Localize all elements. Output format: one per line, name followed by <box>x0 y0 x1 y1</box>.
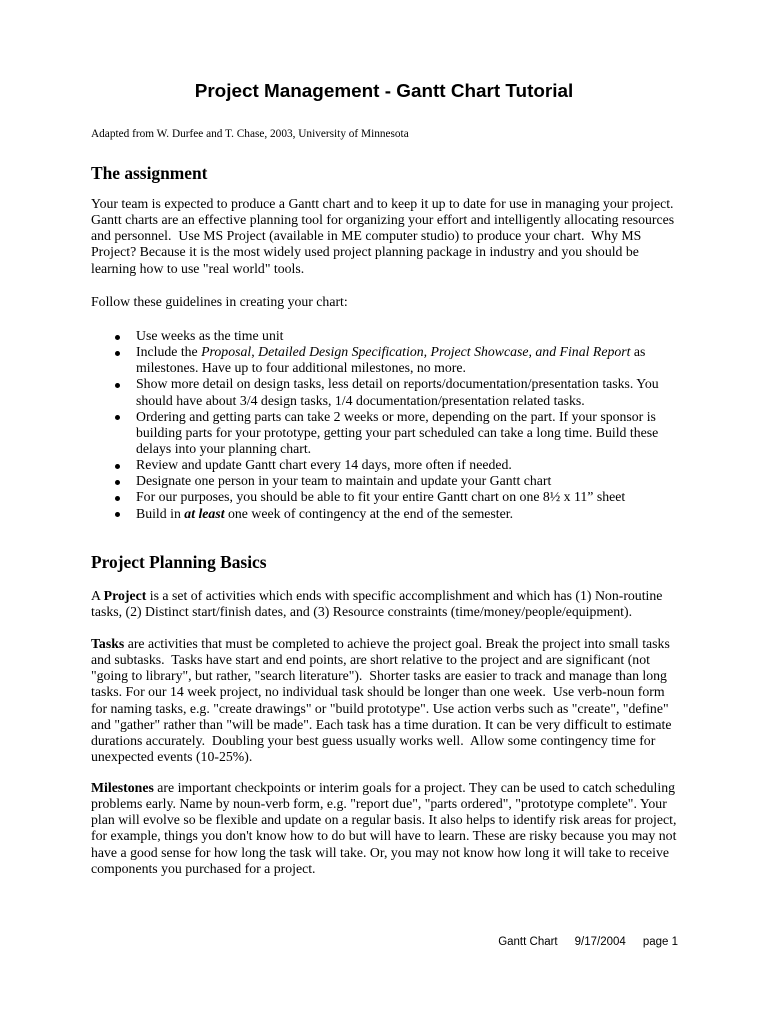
text-line: and subtasks. Tasks have start and end points, are short relative to the project and are significant (not <box>91 652 650 668</box>
paragraph-tasks <box>91 636 671 765</box>
footer-document-name: Gantt Chart <box>498 936 558 948</box>
text-line: unexpected events (10-25%). <box>91 748 253 764</box>
list-item <box>91 489 659 505</box>
text-segment: as <box>630 344 646 360</box>
text-line: tasks. For our 14 week project, no individual task should be longer than one week. Use verb-noun form <box>91 684 665 700</box>
text-line: and "gather" rather than "will be made". Each task has a time duration. It can be very difficult to estimate <box>91 716 672 732</box>
text-segment: Include the <box>136 344 202 360</box>
text-line: delays into your planning chart. <box>136 440 312 456</box>
list-item <box>91 457 659 473</box>
text-line: should have about 3/4 design tasks, 1/4 documentation/presentation related tasks. <box>136 392 585 408</box>
footer-page-number: page 1 <box>642 936 678 948</box>
bold-term: Tasks <box>91 636 125 651</box>
text-line: Your team is expected to produce a Gantt chart and to keep it up to date for use in managing your project. <box>91 196 674 211</box>
text-line <box>91 780 676 796</box>
footer-date: 9/17/2004 <box>574 936 626 948</box>
bullet-icon <box>115 512 120 517</box>
text-line: for naming tasks, e.g. "create drawings" or "build prototype". Use action verbs such as "create", "define" <box>91 700 669 716</box>
text-line: have a good sense for how long the task will take. Or, you may not know how long it will take to receive <box>91 844 670 860</box>
text-segment: are activities that must be completed to achieve the project goal. Break the project into small tasks <box>124 636 670 651</box>
list-item <box>91 473 659 489</box>
text-line <box>91 636 671 652</box>
bullet-icon <box>115 335 120 340</box>
text-line: durations accurately. Doubling your best guess usually works well. Allow some contingency time for <box>91 732 656 748</box>
text-segment: are important checkpoints or interim goals for a project. They can be used to catch scheduling <box>153 780 676 795</box>
text-line: problems early. Name by noun-verb form, e.g. "report due", "parts ordered", "prototype complete". Your <box>91 796 667 812</box>
attribution-line: Adapted from W. Durfee and T. Chase, 2003, University of Minnesota <box>91 128 409 140</box>
text-line: Project? Because it is the most widely used project planning package in industry and you should be <box>91 244 639 260</box>
text-line: Review and update Gantt chart every 14 days, more often if needed. <box>136 457 512 473</box>
section-heading-assignment: The assignment <box>91 163 208 183</box>
bold-term: Project <box>103 588 147 603</box>
list-item <box>91 409 659 457</box>
text-line: For our purposes, you should be able to fit your entire Gantt chart on one 8½ x 11” sheet <box>136 489 626 505</box>
text-line: plan will evolve so be flexible and update on a regular basis. It also helps to identify risk areas for project, <box>91 812 677 828</box>
bold-term: Milestones <box>91 780 154 795</box>
italic-term: Proposal <box>201 344 252 360</box>
guidelines-lead: Follow these guidelines in creating your chart: <box>91 294 348 309</box>
text-line: Gantt charts are an effective planning tool for organizing your effort and intelligently allocating resources <box>91 212 675 228</box>
text-segment: one week of contingency at the end of the semester. <box>224 505 514 521</box>
text-line <box>136 344 659 360</box>
bullet-icon <box>115 415 120 420</box>
bullet-icon <box>115 480 120 485</box>
text-segment: Build in <box>136 505 185 521</box>
text-segment: A <box>91 588 104 603</box>
paragraph-assignment-intro <box>91 196 674 277</box>
paragraph-project <box>91 588 662 620</box>
paragraph-milestones <box>91 780 676 877</box>
page-footer <box>498 935 678 949</box>
text-line: components you purchased for a project. <box>91 860 316 876</box>
list-item <box>91 506 659 522</box>
text-line <box>91 588 662 604</box>
bullet-icon <box>115 464 120 469</box>
bullet-icon <box>115 351 120 356</box>
section-heading-basics: Project Planning Basics <box>91 552 267 572</box>
guidelines-list <box>91 328 659 522</box>
text-line: "going to library", but rather, "search literature"). Shorter tasks are easier to track and manage than long <box>91 668 667 684</box>
list-item <box>91 344 659 376</box>
text-line: building parts for your prototype, getting your part scheduled can take a long time. Build these <box>136 424 659 440</box>
text-line: Designate one person in your team to maintain and update your Gantt chart <box>136 473 552 489</box>
text-line: Show more detail on design tasks, less detail on reports/documentation/presentation tasks. You <box>136 376 659 392</box>
text-line: and personnel. Use MS Project (available in ME computer studio) to produce your chart. Why MS <box>91 228 642 244</box>
text-line <box>136 506 659 522</box>
bullet-icon <box>115 496 120 501</box>
list-item <box>91 328 659 344</box>
italic-term: Detailed Design Specification, Project Showcase, and Final Report <box>258 344 631 360</box>
text-line: for example, things you don't know how to do but will have to learn. These are risky because you may not <box>91 828 677 844</box>
bullet-icon <box>115 383 120 388</box>
text-line: milestones. Have up to four additional milestones, no more. <box>136 360 466 376</box>
text-line: learning how to use "real world" tools. <box>91 260 305 276</box>
document-title: Project Management - Gantt Chart Tutorial <box>194 81 574 102</box>
text-line: Ordering and getting parts can take 2 weeks or more, depending on the part. If your sponsor is <box>136 408 656 424</box>
text-line: tasks, (2) Distinct start/finish dates, and (3) Resource constraints (time/money/people/equipment). <box>91 604 633 620</box>
text-line: Use weeks as the time unit <box>136 328 284 343</box>
emphasis-text: at least <box>184 505 225 521</box>
text-segment: , <box>251 344 259 360</box>
text-segment: is a set of activities which ends with specific accomplishment and which has (1) Non-routine <box>146 588 663 603</box>
list-item <box>91 376 659 408</box>
